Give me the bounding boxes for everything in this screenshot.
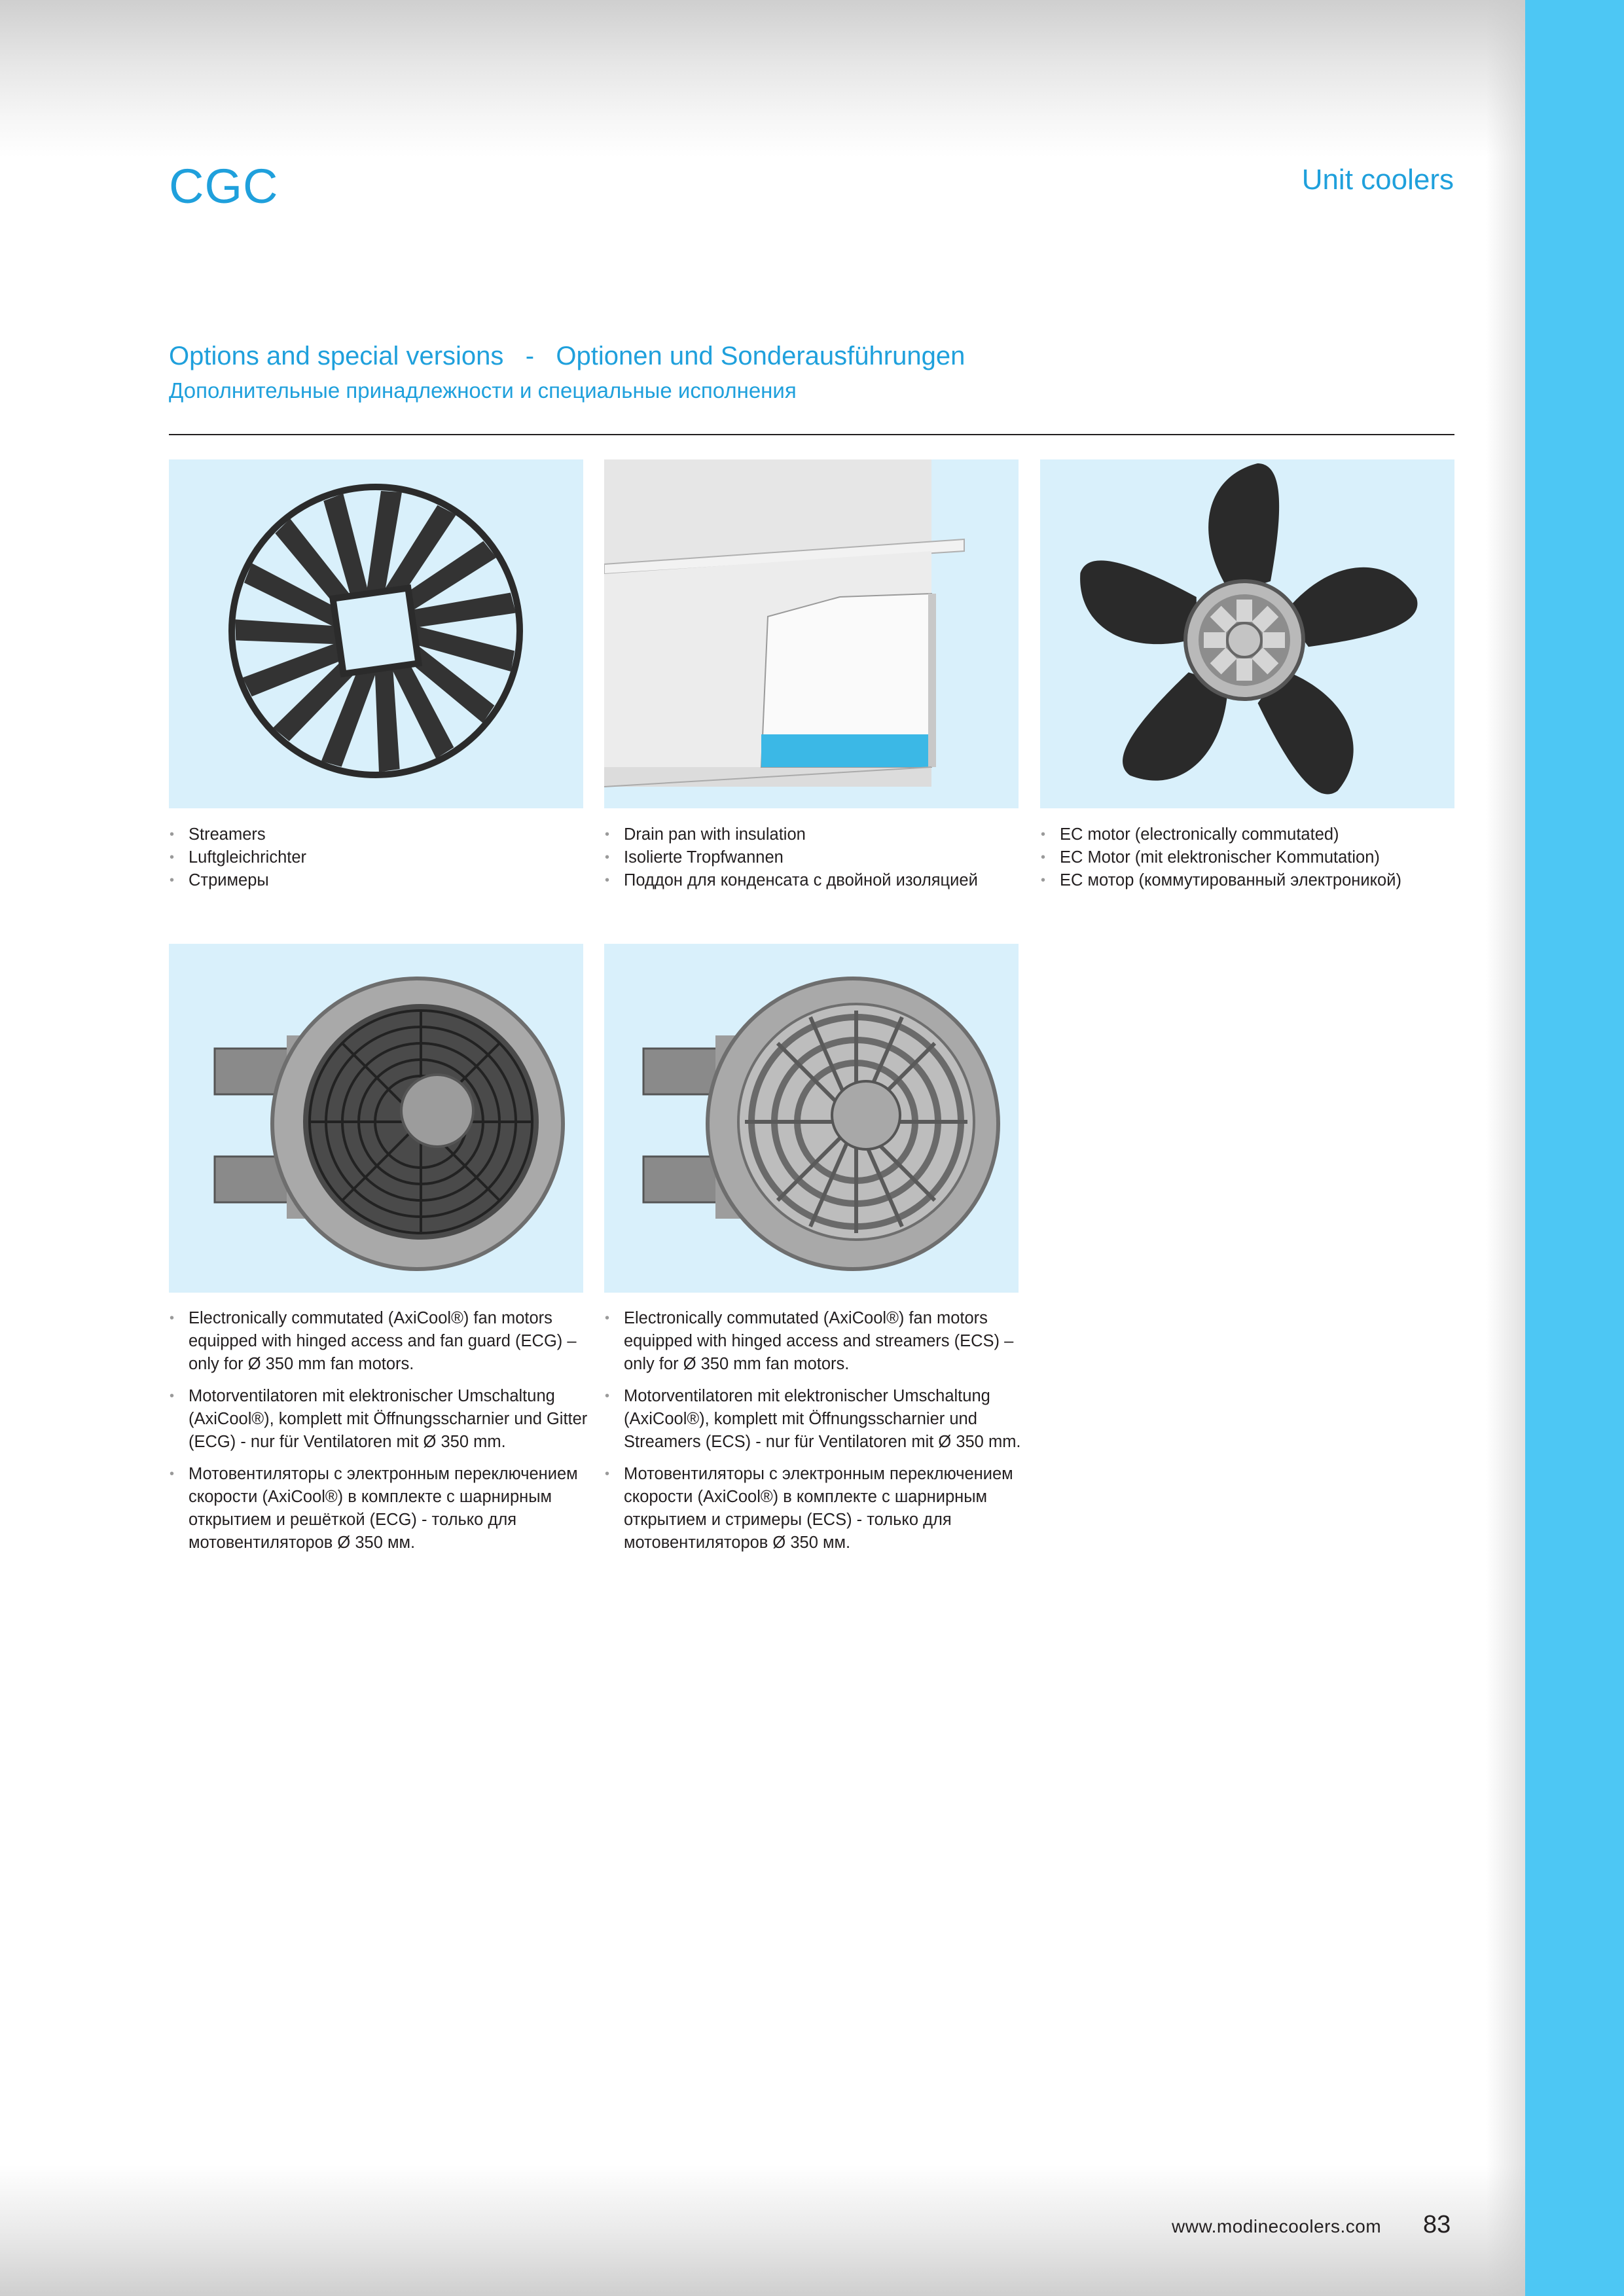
ecs-streamers-icon: [604, 944, 1019, 1293]
ecs-photo: [604, 944, 1019, 1293]
streamers-icon: [169, 459, 583, 808]
ecg-fan-guard-icon: [169, 944, 583, 1293]
drain-pan-photo: [604, 459, 1019, 808]
ec-motor-fan-icon: [1040, 459, 1454, 808]
section-title: Options and special versions - Optionen und Sonderausführungen: [169, 342, 965, 370]
section-subtitle: Дополнительные принадлежности и специальные исполнения: [169, 378, 797, 403]
caption-line: • Isolierte Tropfwannen: [604, 846, 1023, 869]
footer-url: www.modinecoolers.com: [1172, 2216, 1382, 2236]
top-shade: [0, 0, 1525, 157]
page-edge-shade: [1486, 0, 1525, 2296]
streamers-photo: [169, 459, 583, 808]
caption-line: • Мотовентиляторы с электронным переключением скорости (AxiCool®) в комплекте с шарнирным открытием и стримеры (ECS) - только для мотовентиляторов Ø 350 мм.: [604, 1463, 1023, 1554]
side-color-bar: [1525, 0, 1624, 2296]
caption-line: • Мотовентиляторы с электронным переключением скорости (AxiCool®) в комплекте с шарнирным открытием и решёткой (ECG) - только для мотовентиляторов Ø 350 мм.: [169, 1463, 588, 1554]
caption-line: • EC motor (electronically commutated): [1040, 823, 1459, 846]
caption-line: • Electronically commutated (AxiCool®) fan motors equipped with hinged access and fan guard (ECG) – only for Ø 350 mm fan motors.: [169, 1307, 588, 1376]
ec-motor-caption: [1040, 823, 1459, 892]
ecs-caption: [604, 1307, 1023, 1564]
caption-line: • Поддон для конденсата с двойной изоляцией: [604, 869, 1023, 892]
caption-line: • Electronically commutated (AxiCool®) fan motors equipped with hinged access and streamers (ECS) – only for Ø 350 mm fan motors.: [604, 1307, 1023, 1376]
section-divider: [169, 434, 1454, 435]
caption-line: • Luftgleichrichter: [169, 846, 588, 869]
drain-pan-icon: [604, 459, 1019, 808]
model-title: CGC: [169, 159, 279, 213]
caption-line: • ЕС мотор (коммутированный электроникой): [1040, 869, 1459, 892]
caption-line: • Стримеры: [169, 869, 588, 892]
drain-pan-caption: [604, 823, 1023, 892]
ecg-caption: [169, 1307, 588, 1564]
streamers-caption: [169, 823, 588, 892]
caption-line: • Streamers: [169, 823, 588, 846]
caption-line: • Motorventilatoren mit elektronischer Umschaltung (AxiCool®), komplett mit Öffnungsscharnier und Gitter (ECG) - nur für Ventilatoren mit Ø 350 mm.: [169, 1385, 588, 1454]
caption-line: • Drain pan with insulation: [604, 823, 1023, 846]
caption-line: • EC Motor (mit elektronischer Kommutation): [1040, 846, 1459, 869]
ec-motor-photo: [1040, 459, 1454, 808]
caption-line: • Motorventilatoren mit elektronischer Umschaltung (AxiCool®), komplett mit Öffnungsscharnier und Streamers (ECS) - nur für Ventilatoren mit Ø 350 mm.: [604, 1385, 1023, 1454]
ecg-photo: [169, 944, 583, 1293]
page-number: 83: [1423, 2211, 1451, 2238]
category-label: Unit coolers: [1301, 164, 1454, 196]
